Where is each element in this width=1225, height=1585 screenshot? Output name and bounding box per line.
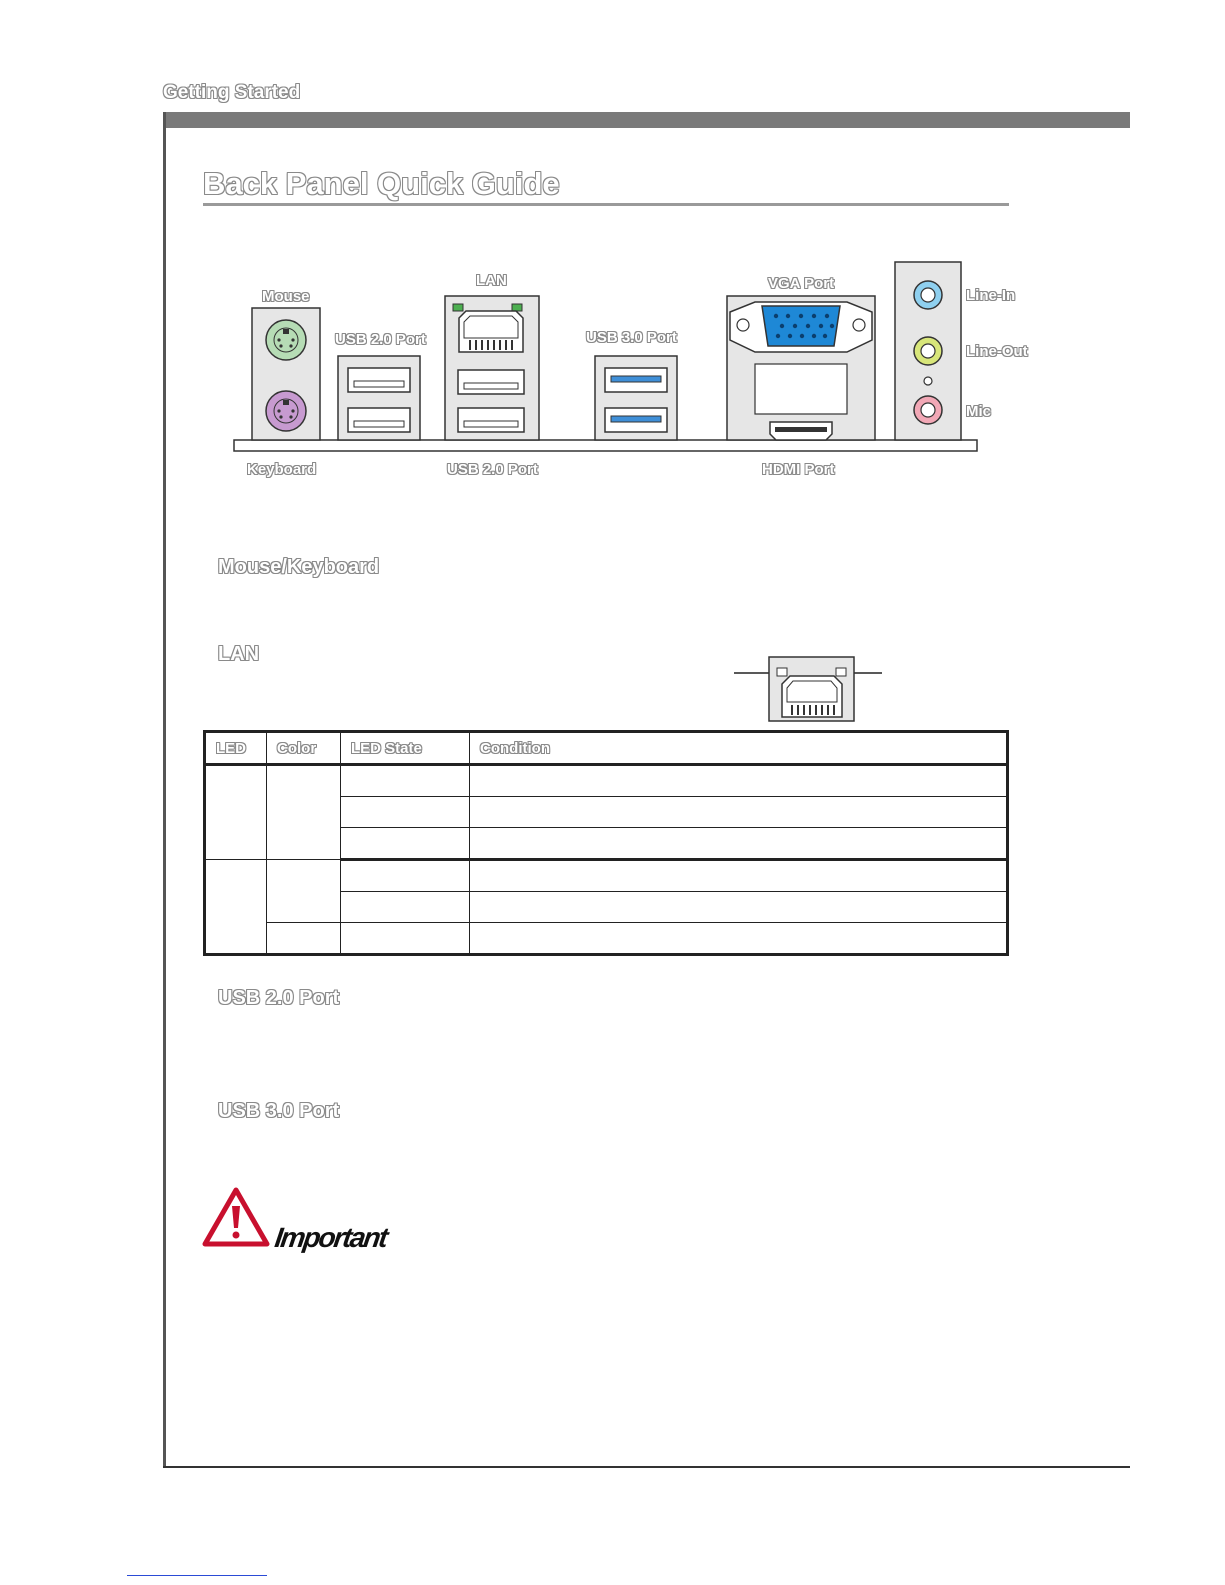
table-cell: [470, 923, 1008, 955]
section-usb30: USB 3.0 Port: [218, 1100, 340, 1122]
vga-label: VGA Port: [768, 275, 835, 292]
vga-port: [762, 306, 840, 346]
footer-rule: [163, 1466, 1130, 1468]
keyboard-port: [266, 391, 306, 431]
usb20-top-label: USB 2.0 Port: [335, 331, 426, 348]
table-cell: [470, 797, 1008, 828]
mouse-label: Mouse: [262, 288, 310, 305]
table-cell: [341, 892, 470, 923]
header-led: LED: [205, 732, 267, 765]
table-row: [205, 923, 1008, 955]
usb30-label: USB 3.0 Port: [586, 329, 677, 346]
table-cell: [470, 828, 1008, 860]
table-row: [205, 765, 1008, 797]
table-cell: [267, 765, 341, 860]
section-lan: LAN: [218, 643, 260, 665]
table-cell: [341, 828, 470, 860]
mouse-port: [266, 320, 306, 360]
important-label: Important: [272, 1222, 389, 1253]
section-usb20: USB 2.0 Port: [218, 987, 340, 1009]
line-in-label: Line-In: [966, 287, 1016, 304]
table-cell: [470, 765, 1008, 797]
keyboard-label: Keyboard: [247, 461, 317, 478]
header-condition: Condition: [470, 732, 1008, 765]
bottom-link-underline: [127, 1575, 267, 1576]
table-cell: [341, 765, 470, 797]
table-cell: [205, 860, 267, 955]
table-header-row: [205, 732, 1008, 765]
usb20-bottom-label: USB 2.0 Port: [447, 461, 538, 478]
table-cell: [267, 923, 341, 955]
table-cell: [205, 765, 267, 860]
warning-triangle-icon: [201, 1186, 271, 1248]
table-cell: [341, 923, 470, 955]
section-mouse-keyboard: Mouse/Keyboard: [218, 556, 380, 578]
lan-jack-callout: [730, 650, 890, 725]
header-led-state: LED State: [341, 732, 470, 765]
table-cell: [470, 892, 1008, 923]
table-cell: [470, 860, 1008, 892]
lan-led-table: [203, 730, 1009, 956]
lan-label: LAN: [476, 272, 507, 289]
back-panel-diagram: [0, 0, 1225, 520]
panel-base: [234, 440, 977, 451]
hdmi-label: HDMI Port: [762, 461, 835, 478]
table-cell: [341, 797, 470, 828]
table-cell: [341, 860, 470, 892]
page-title: Back Panel Quick Guide: [203, 166, 560, 201]
line-out-label: Line-Out: [966, 343, 1028, 360]
header-title: Getting Started: [163, 82, 301, 103]
table-row: [205, 860, 1008, 892]
table-cell: [267, 860, 341, 923]
header-color: Color: [267, 732, 341, 765]
mic-label: Mic: [966, 403, 992, 420]
